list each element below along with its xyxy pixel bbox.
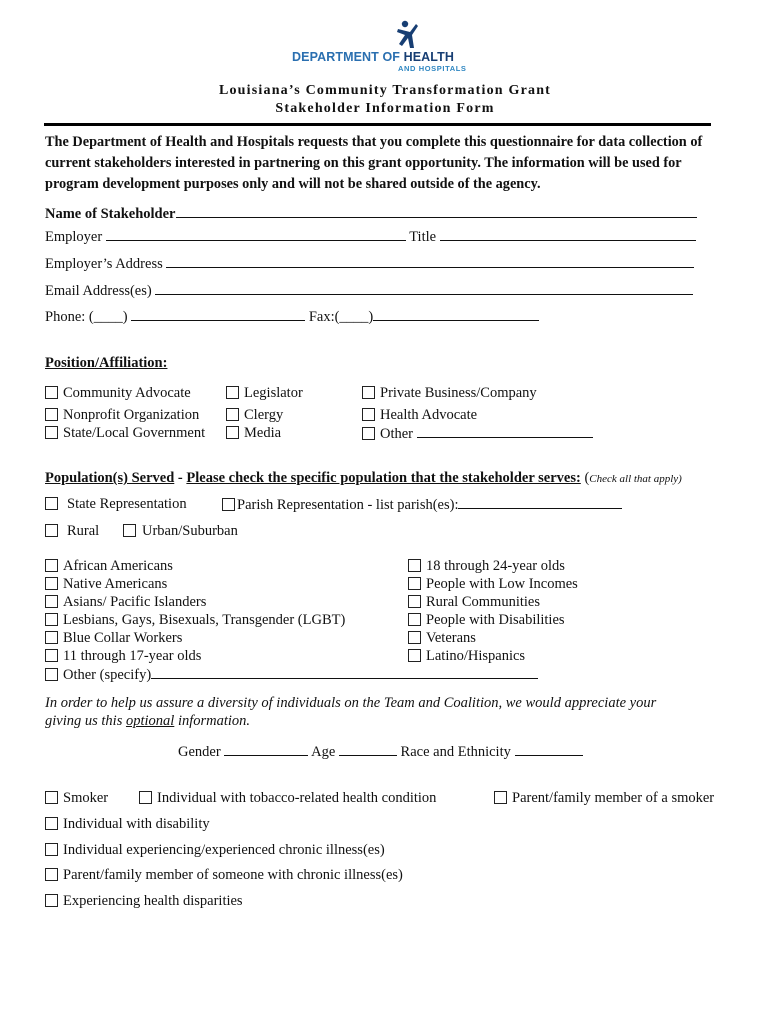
checkbox[interactable] xyxy=(139,791,152,804)
population-item[interactable]: Rural Communities xyxy=(408,594,540,611)
health-tobacco[interactable]: Individual with tobacco-related health condition xyxy=(139,790,436,807)
population-item[interactable]: People with Low Incomes xyxy=(408,576,578,593)
health-item[interactable]: Individual with disability xyxy=(45,816,210,833)
checkbox[interactable] xyxy=(408,649,421,662)
title-label: Title xyxy=(409,229,437,245)
position-option[interactable]: Private Business/Company xyxy=(362,385,537,402)
checkbox[interactable] xyxy=(45,559,58,572)
checkbox[interactable] xyxy=(226,386,239,399)
population-item[interactable]: Lesbians, Gays, Bisexuals, Transgender (LGBT) xyxy=(45,612,345,629)
population-item[interactable]: Latino/Hispanics xyxy=(408,648,525,665)
employer-row xyxy=(45,228,696,246)
health-item[interactable]: Parent/family member of someone with chronic illness(es) xyxy=(45,867,403,884)
population-item[interactable]: 18 through 24-year olds xyxy=(408,558,565,575)
population-urban[interactable]: Urban/Suburban xyxy=(123,523,238,540)
checkbox[interactable] xyxy=(45,595,58,608)
checkbox[interactable] xyxy=(45,631,58,644)
position-option[interactable]: Media xyxy=(226,425,281,442)
title-field[interactable] xyxy=(440,228,696,241)
population-heading-row: Population(s) Served - Please check the specific population that the stakeholder serves: (Check all that apply) xyxy=(45,470,682,486)
checkbox[interactable] xyxy=(408,577,421,590)
checkbox[interactable] xyxy=(45,408,58,421)
checkbox[interactable] xyxy=(45,843,58,856)
checkbox[interactable] xyxy=(45,649,58,662)
checkbox[interactable] xyxy=(362,427,375,440)
population-item[interactable]: Native Americans xyxy=(45,576,167,593)
checkbox[interactable] xyxy=(45,524,58,537)
checkbox[interactable] xyxy=(408,595,421,608)
gender-label: Gender xyxy=(178,744,221,760)
other-specify-field[interactable] xyxy=(151,666,538,679)
position-option[interactable]: Community Advocate xyxy=(45,385,191,402)
dhh-logo xyxy=(292,20,482,74)
population-item[interactable]: Asians/ Pacific Islanders xyxy=(45,594,206,611)
employer-field[interactable] xyxy=(106,228,406,241)
person-icon xyxy=(396,20,420,50)
phone-label: Phone: (____) xyxy=(45,309,128,325)
population-item-other[interactable]: Other (specify) xyxy=(45,666,538,684)
fax-label: Fax:(____) xyxy=(308,309,374,325)
checkbox[interactable] xyxy=(45,386,58,399)
name-row xyxy=(45,205,697,223)
checkbox[interactable] xyxy=(226,408,239,421)
position-heading: Position/Affiliation: xyxy=(45,355,168,371)
phone-row xyxy=(45,308,539,326)
checkbox[interactable] xyxy=(45,791,58,804)
position-option[interactable]: State/Local Government xyxy=(45,425,205,442)
checkbox[interactable] xyxy=(45,868,58,881)
address-row xyxy=(45,255,694,273)
checkbox[interactable] xyxy=(362,386,375,399)
diversity-note-line1: In order to help us assure a diversity of individuals on the Team and Coalition, we would appreciate your xyxy=(45,695,657,711)
position-option[interactable]: Nonprofit Organization xyxy=(45,407,199,424)
diversity-note-line2: giving us this optional information. xyxy=(45,713,251,729)
population-rural[interactable]: Rural xyxy=(45,523,99,540)
race-label: Race and Ethnicity xyxy=(400,744,511,760)
population-heading: Population(s) Served xyxy=(45,470,175,486)
email-label: Email Address(es) xyxy=(45,283,152,299)
population-item[interactable]: Blue Collar Workers xyxy=(45,630,182,647)
age-label: Age xyxy=(311,744,336,760)
email-field[interactable] xyxy=(155,282,693,295)
population-note: Check all that apply) xyxy=(589,473,682,485)
checkbox[interactable] xyxy=(45,613,58,626)
checkbox[interactable] xyxy=(408,631,421,644)
form-subtitle: Stakeholder Information Form xyxy=(275,101,495,116)
logo-sub-text: AND HOSPITALS xyxy=(398,64,467,73)
name-label: Name of Stakeholder xyxy=(45,206,176,222)
form-title: Louisiana’s Community Transformation Grant xyxy=(218,83,552,98)
health-item[interactable]: Individual experiencing/experienced chronic illness(es) xyxy=(45,842,385,859)
population-item[interactable]: 11 through 17-year olds xyxy=(45,648,201,665)
population-state[interactable]: State Representation xyxy=(45,496,187,513)
race-field[interactable] xyxy=(515,743,583,756)
name-field[interactable] xyxy=(176,205,697,218)
position-option[interactable]: Health Advocate xyxy=(362,407,477,424)
checkbox[interactable] xyxy=(226,426,239,439)
checkbox[interactable] xyxy=(494,791,507,804)
health-item[interactable]: Experiencing health disparities xyxy=(45,893,243,910)
title-rule xyxy=(44,123,711,126)
phone-field[interactable] xyxy=(131,308,305,321)
checkbox[interactable] xyxy=(45,817,58,830)
employer-label: Employer xyxy=(45,229,103,245)
checkbox[interactable] xyxy=(222,498,235,511)
age-field[interactable] xyxy=(339,743,397,756)
population-item[interactable]: Veterans xyxy=(408,630,476,647)
health-parent-smoker[interactable]: Parent/family member of a smoker xyxy=(494,790,714,807)
intro-paragraph: The Department of Health and Hospitals requests that you complete this questionnaire for data collection of current stakeholders interested in partnering on this grant opportunity. The information will be used for program development purposes only and will not be shared outside of the agency. xyxy=(45,134,703,192)
checkbox[interactable] xyxy=(45,668,58,681)
checkbox[interactable] xyxy=(45,497,58,510)
population-parish[interactable]: Parish Representation - list parish(es): xyxy=(222,496,622,514)
logo-dept-text: DEPARTMENT OF HEALTH xyxy=(292,50,454,64)
checkbox[interactable] xyxy=(408,613,421,626)
health-smoker[interactable]: Smoker xyxy=(45,790,108,807)
checkbox[interactable] xyxy=(362,408,375,421)
other-field[interactable] xyxy=(417,425,593,438)
parish-field[interactable] xyxy=(458,496,622,509)
checkbox[interactable] xyxy=(45,894,58,907)
position-option[interactable]: Legislator xyxy=(226,385,303,402)
gender-field[interactable] xyxy=(224,743,308,756)
population-item[interactable]: People with Disabilities xyxy=(408,612,565,629)
demographics-row xyxy=(178,743,583,761)
address-field[interactable] xyxy=(166,255,694,268)
address-label: Employer’s Address xyxy=(45,256,163,272)
checkbox[interactable] xyxy=(123,524,136,537)
checkbox[interactable] xyxy=(408,559,421,572)
position-option-other[interactable]: Other xyxy=(362,425,593,443)
checkbox[interactable] xyxy=(45,426,58,439)
fax-field[interactable] xyxy=(373,308,539,321)
email-row xyxy=(45,282,693,300)
population-instruction: Please check the specific population that the stakeholder serves: xyxy=(186,470,581,486)
position-option[interactable]: Clergy xyxy=(226,407,283,424)
checkbox[interactable] xyxy=(45,577,58,590)
population-item[interactable]: African Americans xyxy=(45,558,173,575)
